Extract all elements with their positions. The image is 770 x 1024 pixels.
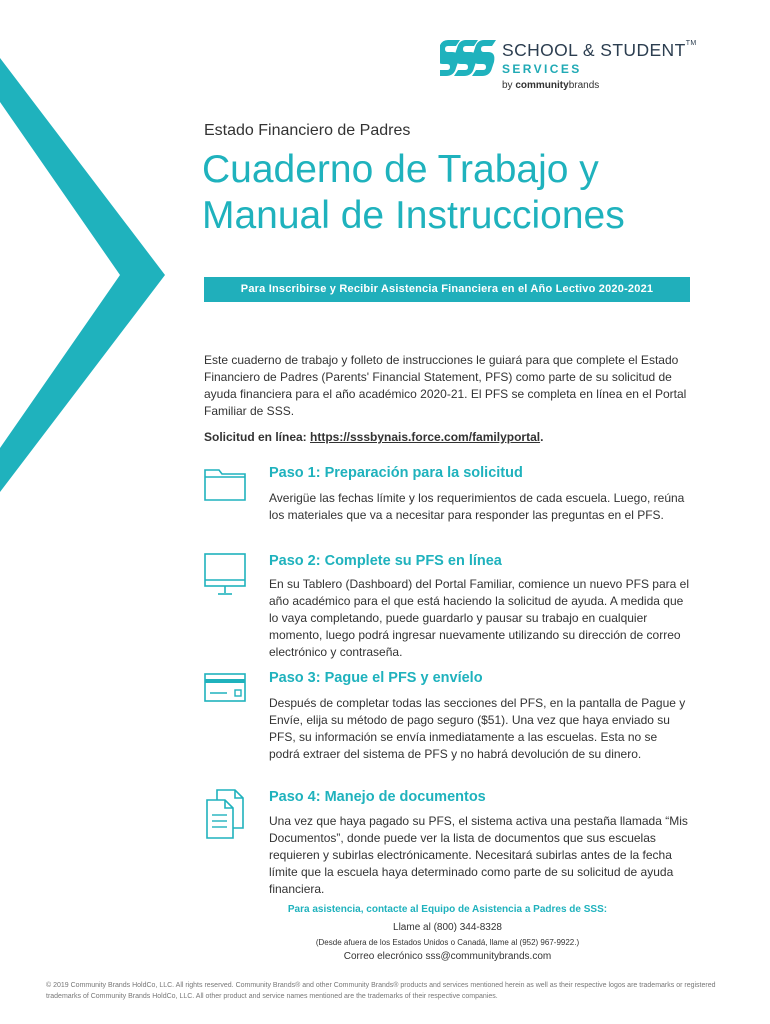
online-application: Solicitud en línea: https://sssbynais.force.com/familyportal. (204, 430, 544, 444)
family-portal-link[interactable]: https://sssbynais.force.com/familyportal (310, 430, 541, 444)
chevron-decoration (0, 0, 170, 1024)
assistance-email: Correo elecrónico sss@communitybrands.com (343, 951, 552, 962)
step-3-title: Paso 3: Pague el PFS y envíelo (269, 670, 483, 686)
brand-name: SCHOOL & STUDENT™ (502, 40, 697, 60)
folder-icon (203, 464, 247, 502)
step-2-title: Paso 2: Complete su PFS en línea (269, 553, 502, 569)
credit-card-icon (203, 672, 247, 704)
assistance-phone: Llame al (800) 344-8328 (393, 922, 502, 933)
brand-parent: by communitybrands (502, 80, 600, 91)
assistance-heading: Para asistencia, contacte al Equipo de Asistencia a Padres de SSS: (287, 904, 608, 915)
brand-services: SERVICES (502, 62, 582, 76)
document-eyebrow: Estado Financiero de Padres (204, 122, 411, 139)
intro-paragraph: Este cuaderno de trabajo y folleto de instrucciones le guiará para que complete el Estado Financiero de Padres (Parents' Financial Statement, PFS) como parte de su solicitud de ayuda financiera para el año académico 2020-21. El PFS se completa en línea en el Portal Familiar de SSS. (204, 353, 687, 418)
year-banner: Para Inscribirse y Recibir Asistencia Financiera en el Año Lectivo 2020-2021 (204, 277, 690, 302)
step-1-body: Averigüe las fechas límite y los requerimientos de cada escuela. Luego, reúna los materiales que va a necesitar para responder las preguntas en el PFS. (269, 491, 685, 522)
assistance-international-note: (Desde afuera de los Estados Unidos o Canadá, llame al (952) 967-9922.) (315, 938, 580, 947)
step-3-body: Después de completar todas las secciones del PFS, en la pantalla de Pague y Envíe, elija su método de pago seguro ($51). Una vez que haya enviado su PFS, su información se envía inmediatamente a las escuelas. Esta no se podrá extraer del sistema de PFS y no habrá devolución de su dinero. (269, 696, 686, 761)
legal-footer: © 2019 Community Brands HoldCo, LLC. All rights reserved. Community Brands® and other Community Brands® products and services mentioned herein as well as their respective logos are trademarks or registered trademarks of Community Brands HoldCo, LLC. All other product and service names mentioned are the trademarks of their respective companies. (46, 982, 716, 1000)
document-title: Cuaderno de Trabajo y Manual de Instrucciones (202, 148, 625, 237)
step-4-body: Una vez que haya pagado su PFS, el sistema activa una pestaña llamada “Mis Documentos”, donde puede ver la lista de documentos que sus escuelas requieren y subirlas electrónicamente. Necesitará subirlas antes de la fecha límite que la escuela haya determinado como parte de su solicitud de ayuda financiera. (269, 814, 688, 896)
step-2-body: En su Tablero (Dashboard) del Portal Familiar, comience un nuevo PFS para el año académico para el que está haciendo la solicitud de ayuda. A medida que lo vaya completando, puede guardarlo y pausar su trabajo en cualquier momento, luego podrá ingresar nuevamente utilizando su dirección de correo electrónico y contraseña. (269, 577, 689, 659)
brand-logo (440, 38, 700, 98)
step-4-title: Paso 4: Manejo de documentos (269, 789, 486, 805)
monitor-icon (203, 552, 247, 598)
step-1-title: Paso 1: Preparación para la solicitud (269, 465, 523, 481)
sss-logo-icon (440, 38, 496, 80)
documents-icon (203, 788, 247, 840)
